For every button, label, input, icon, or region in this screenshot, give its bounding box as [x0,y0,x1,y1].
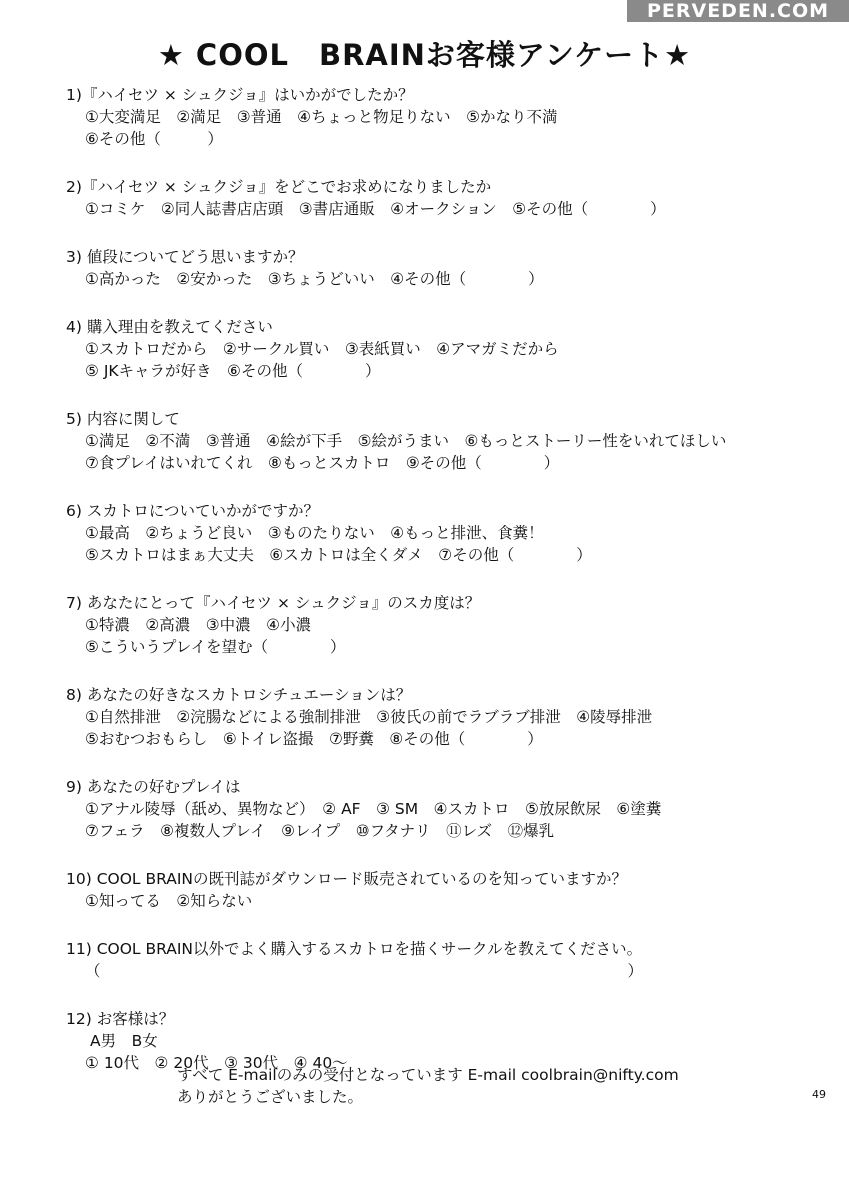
answer-options: ①大変満足 ②満足 ③普通 ④ちょっと物足りない ⑤かなり不満 [85,108,558,126]
answer-options: ⑤おむつおもらし ⑥トイレ盗撮 ⑦野糞 ⑧その他（ ） [85,730,543,748]
question-text: 6) スカトロについていかがですか？ [66,502,320,520]
thanks-note: ありがとうございました。 [177,1088,364,1106]
answer-blank: （ ） [85,962,644,980]
answer-options: ⑦食プレイはいれてくれ ⑧もっとスカトロ ⑨その他（ ） [85,454,560,472]
answer-options: ①特濃 ②高濃 ③中濃 ④小濃 [85,616,312,634]
answer-options: ①知ってる ②知らない [85,892,253,910]
question-text: 9) あなたの好むプレイは [66,778,241,796]
question-text: 10) COOL BRAINの既刊誌がダウンロード販売されているのを知っていますか？ [66,870,628,888]
answer-options: ①スカトロだから ②サークル買い ③表紙買い ④アマガミだから [85,340,559,358]
question-text: 8) あなたの好きなスカトロシチュエーションは？ [66,686,412,704]
page-number: 49 [812,1088,826,1101]
question-text: 2)『ハイセツ × シュクジョ』をどこでお求めになりましたか [66,178,492,196]
site-watermark: PERVEDEN.COM [627,0,849,22]
answer-options: ⑦フェラ ⑧複数人プレイ ⑨レイプ ⑩フタナリ ⑪レズ ⑫爆乳 [85,822,555,840]
question-text: 12) お客様は？ [66,1010,175,1028]
answer-options: ⑤スカトロはまぁ大丈夫 ⑥スカトロは全くダメ ⑦その他（ ） [85,546,592,564]
question-text: 1)『ハイセツ × シュクジョ』はいかがでしたか？ [66,86,414,104]
question-11 [66,938,849,982]
answer-options: ⑤こういうプレイを望む（ ） [85,638,346,656]
email-note: すべて E-mailのみの受付となっています E-mail coolbrain@nifty.com [177,1066,679,1084]
answer-options: ①最高 ②ちょうど良い ③ものたりない ④もっと排泄、食糞！ [85,524,544,542]
question-4 [66,316,849,382]
survey-questions [66,84,849,1100]
question-7 [66,592,849,658]
footer-note [177,1064,679,1108]
page-title: ★ COOL BRAINお客様アンケート★ [157,38,692,72]
answer-options: ①自然排泄 ②浣腸などによる強制排泄 ③彼氏の前でラブラブ排泄 ④陵辱排泄 [85,708,653,726]
question-2 [66,176,849,220]
answer-options: ①満足 ②不満 ③普通 ④絵が下手 ⑤絵がうまい ⑥もっとストーリー性をいれてほしい [85,432,727,450]
question-6 [66,500,849,566]
question-text: 11) COOL BRAIN以外でよく購入するスカトロを描くサークルを教えてください。 [66,940,643,958]
question-1 [66,84,849,150]
question-text: 5) 内容に関して [66,410,180,428]
question-text: 3) 値段についてどう思いますか？ [66,248,304,266]
age-options: ① 10代 ② 20代 ③ 30代 ④ 40～ [85,1054,348,1072]
question-5 [66,408,849,474]
question-9 [66,776,849,842]
question-text: 7) あなたにとって『ハイセツ × シュクジョ』のスカ度は？ [66,594,481,612]
gender-options: A男 B女 [90,1032,158,1050]
answer-options: ①コミケ ②同人誌書店店頭 ③書店通販 ④オークション ⑤その他（ ） [85,200,666,218]
answer-options: ⑤ JKキャラが好き ⑥その他（ ） [85,362,381,380]
question-text: 4) 購入理由を教えてください [66,318,273,336]
answer-options: ①高かった ②安かった ③ちょうどいい ④その他（ ） [85,270,544,288]
question-10 [66,868,849,912]
question-8 [66,684,849,750]
answer-options: ①アナル陵辱（舐め、異物など） ② AF ③ SM ④スカトロ ⑤放尿飲尿 ⑥塗糞 [85,800,662,818]
answer-options: ⑥その他（ ） [85,130,223,148]
question-3 [66,246,849,290]
